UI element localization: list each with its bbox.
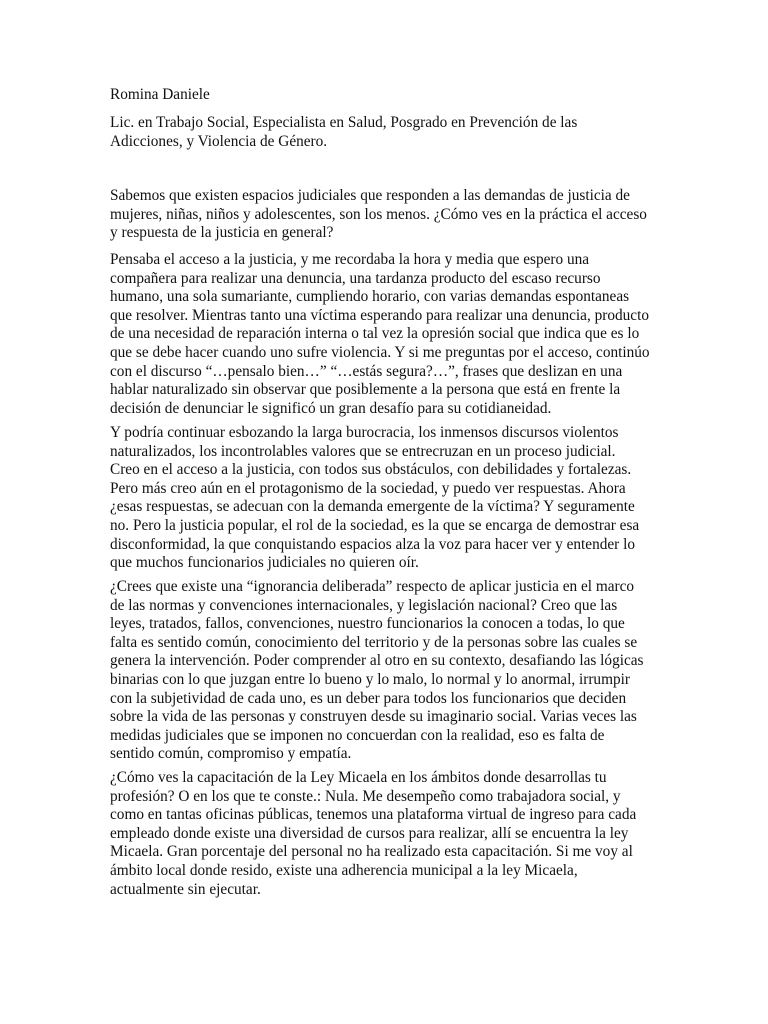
author-credentials: Lic. en Trabajo Social, Especialista en Salud, Posgrado en Prevención de las Adicciones, y Violencia de Género. xyxy=(110,114,578,150)
author-name: Romina Daniele xyxy=(110,86,210,103)
paragraph-ley-micaela: ¿Cómo ves la capacitación de la Ley Micaela en los ámbitos donde desarrollas tu profesión? O en los que te conste.: Nula. Me desempeño como trabajadora social, y como en tantas oficinas públicas, tenemos una plataforma virtual de ingreso para cada empleado donde existe una diversidad de cursos para realizar, allí se encuentra la ley Micaela. Gran porcentaje del personal no ha realizado esta capacitación. Si me voy al ámbito local donde resido, existe una adherencia municipal a la ley Micaela, actualmente sin ejecutar. xyxy=(110,769,637,898)
paragraph-deliberate-ignorance: ¿Crees que existe una “ignorancia deliberada” respecto de aplicar justicia en el marco de las normas y convenciones internacionales, y legislación nacional? Creo que las leyes, tratados, fallos, convenciones, nuestro funcionarios la conocen a todas, lo que falta es sentido común, conocimiento del territorio y de la personas sobre las cuales se genera la intervención. Poder comprender al otro en su contexto, desafiando las lógicas binarias con lo que juzgan entre lo bueno y lo malo, lo normal y lo anormal, irrumpir con la subjetividad de cada uno, es un deber para todos los funcionarios que deciden sobre la vida de las personas y construyen desde su imaginario social. Varias veces las medidas judiciales que se imponen no concuerdan con la realidad, eso es falta de sentido común, compromiso y empatía. xyxy=(110,578,644,763)
paragraph-bureaucracy: Y podría continuar esbozando la larga burocracia, los inmensos discursos violentos naturalizados, los incontrolables valores que se entrecruzan en un proceso judicial. Creo en el acceso a la justicia, con todos sus obstáculos, con debilidades y fortalezas. Pero más creo aún en el protagonismo de la sociedad, y puedo ver respuestas. Ahora ¿esas respuestas, se adecuan con la demanda emergente de la víctima? Y seguramente no. Pero la justicia popular, el rol de la sociedad, es la que se encarga de demostrar esa disconformidad, la que conquistando espacios alza la voz para hacer ver y entender lo que muchos funcionarios judiciales no quieren oír. xyxy=(110,424,640,572)
paragraph-answer-access: Pensaba el acceso a la justicia, y me recordaba la hora y media que espero una compañera para realizar una denuncia, una tardanza producto del escaso recurso humano, una sola sumariante, cumpliendo horario, con varias demandas espontaneas que resolver. Mientras tanto una víctima esperando para realizar una denuncia, producto de una necesidad de reparación interna o tal vez la opresión social que indica que es lo que se debe hacer cuando uno sufre violencia. Y si me preguntas por el acceso, continúo con el discurso “…pensalo bien…” “…estás segura?…”, frases que deslizan en una hablar naturalizado sin observar que posiblemente a la persona que está en frente la decisión de denunciar le significó un gran desafío para su cotidianeidad. xyxy=(110,251,650,417)
paragraph-question-access: Sabemos que existen espacios judiciales que responden a las demandas de justicia de mujeres, niñas, niños y adolescentes, son los menos. ¿Cómo ves en la práctica el acceso y respuesta de la justicia en general? xyxy=(110,187,647,242)
